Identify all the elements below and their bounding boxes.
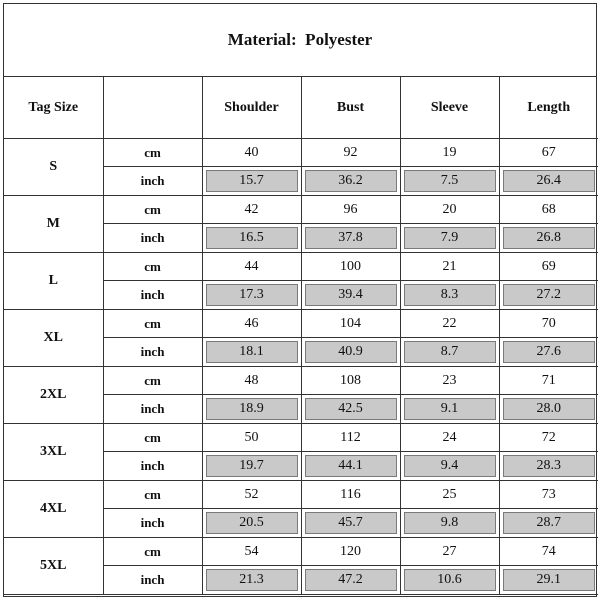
shoulder-inch-value: 20.5 <box>239 515 264 530</box>
length-cm-cell: 73 <box>499 481 598 509</box>
length-inch-cell <box>499 338 598 367</box>
unit-cm-label: cm <box>103 424 202 452</box>
bust-cm-cell: 96 <box>301 196 400 224</box>
bust-inch-value: 45.7 <box>338 515 363 530</box>
bust-cm-cell: 112 <box>301 424 400 452</box>
header-row <box>4 77 598 139</box>
length-inch-value: 28.7 <box>536 515 561 530</box>
length-inch-value: 27.6 <box>536 344 561 359</box>
shoulder-inch-cell <box>202 566 301 595</box>
header-sleeve: Sleeve <box>400 77 499 139</box>
bust-inch-cell <box>301 395 400 424</box>
sleeve-cm-cell: 21 <box>400 253 499 281</box>
shoulder-cm-cell: 48 <box>202 367 301 395</box>
sleeve-inch-value: 9.4 <box>440 458 459 473</box>
sleeve-inch-cell <box>400 452 499 481</box>
bust-inch-value: 36.2 <box>338 173 363 188</box>
bust-inch-value: 40.9 <box>338 344 363 359</box>
length-cm-cell: 71 <box>499 367 598 395</box>
sleeve-cm-cell: 19 <box>400 139 499 167</box>
length-cm-cell: 69 <box>499 253 598 281</box>
tag-size-cell: 4XL <box>4 481 103 538</box>
shoulder-cm-cell: 52 <box>202 481 301 509</box>
bust-cm-cell: 120 <box>301 538 400 566</box>
table-row <box>4 196 598 224</box>
shoulder-cm-cell: 42 <box>202 196 301 224</box>
table-row <box>4 481 598 509</box>
length-cm-cell: 68 <box>499 196 598 224</box>
table-row <box>4 253 598 281</box>
size-table <box>4 77 598 595</box>
sleeve-inch-value: 10.6 <box>437 572 462 587</box>
header-length: Length <box>499 77 598 139</box>
sleeve-inch-cell <box>400 281 499 310</box>
sleeve-cm-cell: 22 <box>400 310 499 338</box>
tag-size-cell: 2XL <box>4 367 103 424</box>
sleeve-inch-value: 8.7 <box>440 344 459 359</box>
bust-inch-value: 47.2 <box>338 572 363 587</box>
length-inch-value: 28.3 <box>536 458 561 473</box>
shoulder-inch-cell <box>202 395 301 424</box>
unit-cm-label: cm <box>103 196 202 224</box>
sleeve-inch-cell <box>400 224 499 253</box>
sleeve-inch-cell <box>400 566 499 595</box>
table-row <box>4 139 598 167</box>
size-table-body <box>4 139 598 595</box>
length-inch-cell <box>499 566 598 595</box>
size-chart <box>3 3 597 597</box>
shoulder-cm-cell: 46 <box>202 310 301 338</box>
table-row <box>4 367 598 395</box>
tag-size-cell: M <box>4 196 103 253</box>
length-inch-cell <box>499 509 598 538</box>
unit-inch-label: inch <box>103 395 202 424</box>
unit-inch-label: inch <box>103 224 202 253</box>
bust-inch-cell <box>301 509 400 538</box>
length-inch-value: 28.0 <box>536 401 561 416</box>
length-inch-cell <box>499 281 598 310</box>
length-cm-cell: 70 <box>499 310 598 338</box>
length-inch-cell <box>499 224 598 253</box>
length-inch-cell <box>499 395 598 424</box>
unit-cm-label: cm <box>103 310 202 338</box>
shoulder-inch-cell <box>202 338 301 367</box>
shoulder-inch-value: 17.3 <box>239 287 264 302</box>
shoulder-inch-value: 15.7 <box>239 173 264 188</box>
bust-inch-cell <box>301 452 400 481</box>
table-row <box>4 310 598 338</box>
header-unit <box>103 77 202 139</box>
length-inch-value: 27.2 <box>536 287 561 302</box>
unit-cm-label: cm <box>103 139 202 167</box>
header-shoulder: Shoulder <box>202 77 301 139</box>
length-inch-cell <box>499 452 598 481</box>
bust-inch-value: 42.5 <box>338 401 363 416</box>
unit-cm-label: cm <box>103 538 202 566</box>
length-inch-cell <box>499 167 598 196</box>
tag-size-cell: XL <box>4 310 103 367</box>
bust-cm-cell: 100 <box>301 253 400 281</box>
sleeve-inch-cell <box>400 338 499 367</box>
shoulder-cm-cell: 40 <box>202 139 301 167</box>
length-cm-cell: 67 <box>499 139 598 167</box>
unit-inch-label: inch <box>103 338 202 367</box>
bust-cm-cell: 92 <box>301 139 400 167</box>
shoulder-inch-cell <box>202 281 301 310</box>
sleeve-inch-value: 9.8 <box>440 515 459 530</box>
sleeve-cm-cell: 20 <box>400 196 499 224</box>
sleeve-inch-value: 8.3 <box>440 287 459 302</box>
length-cm-cell: 72 <box>499 424 598 452</box>
shoulder-cm-cell: 50 <box>202 424 301 452</box>
sleeve-inch-value: 7.9 <box>440 230 459 245</box>
header-bust: Bust <box>301 77 400 139</box>
unit-cm-label: cm <box>103 253 202 281</box>
sleeve-inch-value: 7.5 <box>440 173 459 188</box>
shoulder-inch-cell <box>202 224 301 253</box>
shoulder-cm-cell: 44 <box>202 253 301 281</box>
chart-title: Material: Polyester <box>4 4 596 77</box>
bust-inch-value: 44.1 <box>338 458 363 473</box>
sleeve-inch-cell <box>400 167 499 196</box>
sleeve-cm-cell: 24 <box>400 424 499 452</box>
unit-inch-label: inch <box>103 167 202 196</box>
bust-inch-value: 39.4 <box>338 287 363 302</box>
unit-inch-label: inch <box>103 281 202 310</box>
unit-inch-label: inch <box>103 509 202 538</box>
unit-inch-label: inch <box>103 452 202 481</box>
unit-cm-label: cm <box>103 481 202 509</box>
length-inch-value: 26.4 <box>536 173 561 188</box>
shoulder-inch-value: 21.3 <box>239 572 264 587</box>
tag-size-cell: 5XL <box>4 538 103 595</box>
sleeve-cm-cell: 23 <box>400 367 499 395</box>
tag-size-cell: S <box>4 139 103 196</box>
shoulder-inch-value: 18.1 <box>239 344 264 359</box>
length-cm-cell: 74 <box>499 538 598 566</box>
shoulder-inch-cell <box>202 167 301 196</box>
header-tag-size: Tag Size <box>4 77 103 139</box>
table-row <box>4 538 598 566</box>
bust-inch-cell <box>301 224 400 253</box>
bust-inch-value: 37.8 <box>338 230 363 245</box>
sleeve-inch-value: 9.1 <box>440 401 459 416</box>
bust-inch-cell <box>301 281 400 310</box>
sleeve-cm-cell: 25 <box>400 481 499 509</box>
shoulder-inch-cell <box>202 509 301 538</box>
tag-size-cell: L <box>4 253 103 310</box>
shoulder-inch-cell <box>202 452 301 481</box>
unit-inch-label: inch <box>103 566 202 595</box>
shoulder-inch-value: 16.5 <box>239 230 264 245</box>
shoulder-cm-cell: 54 <box>202 538 301 566</box>
sleeve-inch-cell <box>400 509 499 538</box>
length-inch-value: 26.8 <box>536 230 561 245</box>
bust-inch-cell <box>301 566 400 595</box>
sleeve-inch-cell <box>400 395 499 424</box>
shoulder-inch-value: 18.9 <box>239 401 264 416</box>
unit-cm-label: cm <box>103 367 202 395</box>
sleeve-cm-cell: 27 <box>400 538 499 566</box>
length-inch-value: 29.1 <box>536 572 561 587</box>
shoulder-inch-value: 19.7 <box>239 458 264 473</box>
tag-size-cell: 3XL <box>4 424 103 481</box>
bust-cm-cell: 104 <box>301 310 400 338</box>
bust-cm-cell: 108 <box>301 367 400 395</box>
bust-inch-cell <box>301 338 400 367</box>
bust-cm-cell: 116 <box>301 481 400 509</box>
table-row <box>4 424 598 452</box>
bust-inch-cell <box>301 167 400 196</box>
